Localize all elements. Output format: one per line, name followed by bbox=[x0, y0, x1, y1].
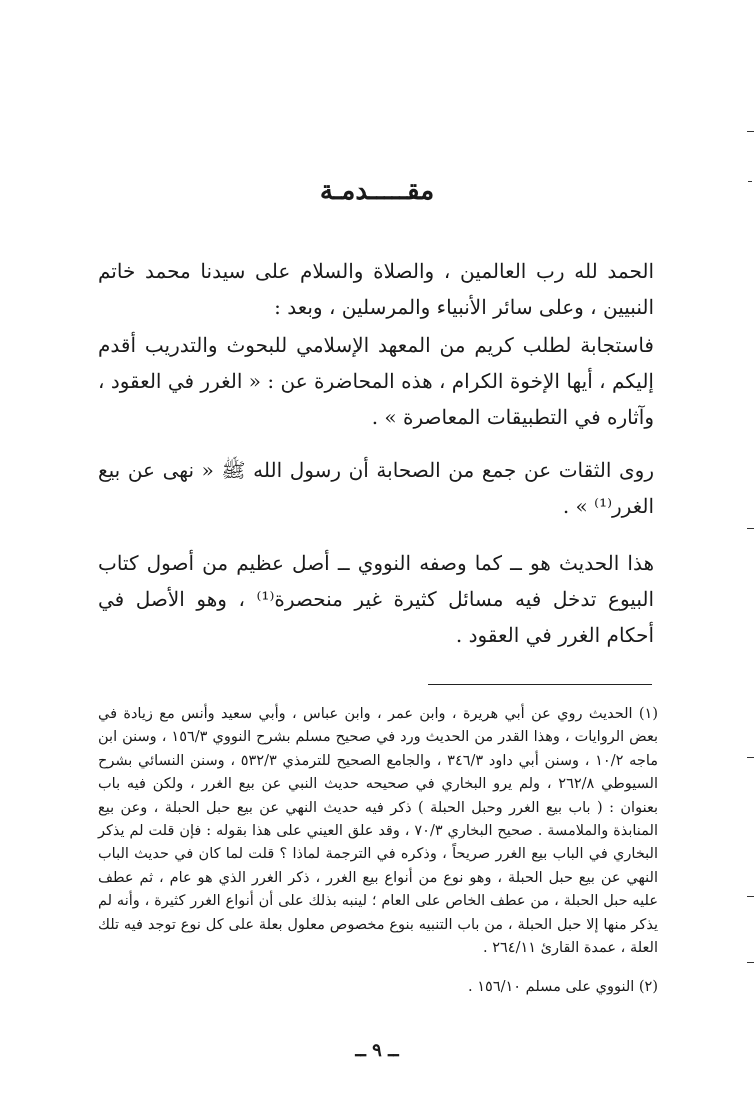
paragraph-opening: الحمد لله رب العالمين ، والصلاة والسلام على سيدنا محمد خاتم النبيين ، وعلى سائر الأنبياء والمرسلين ، وبعد : bbox=[98, 259, 654, 319]
scan-edge-mark bbox=[747, 962, 754, 963]
page-number: ــ ٩ ــ bbox=[355, 1040, 399, 1061]
paragraph-lecture-intro: فاستجابة لطلب كريم من المعهد الإسلامي للبحوث والتدريب أقدم إليكم ، أيها الإخوة الكرام ، هذه المحاضرة عن : « الغرر في العقود ، وآثاره في التطبيقات المعاصرة » . bbox=[98, 333, 654, 429]
footnotes-section bbox=[98, 703, 658, 1000]
page-title: مقـــــدمـة bbox=[319, 176, 435, 206]
scan-edge-mark bbox=[747, 896, 754, 897]
paragraph-nawawi: هذا الحديث هو ــ كما وصفه النووي ــ أصل عظيم من أصول كتاب البيوع تدخل فيه مسائل كثيرة غير منحصرة⁽¹⁾ ، وهو الأصل في أحكام الغرر في العقود . bbox=[98, 551, 655, 647]
footnote-1: (١) الحديث روي عن أبي هريرة ، وابن عمر ، وابن عباس ، وأبي سعيد وأنس مع زيادة في بعض الروايات ، وهذا القدر من الحديث ورد في صحيح مسلم بشرح النووي ١٥٦/٣ ، وسنن ابن ماجه ١٠/٢ ، وسنن أبي داود ٣٤٦/٣ ، والجامع الصحيح للترمذي ٥٣٢/٣ ، وسنن النسائي بشرح السيوطي ٢٦٢/٨ ، ولم يرو البخاري في صحيحه حديث النبي عن بيع الغرر ، ولكن فيه باب بعنوان : ( باب بيع الغرر وحبل الحبلة ) ذكر فيه حديث النهي عن بيع حبل الحبلة ، وعن بيع المنابذة والملامسة . صحيح البخاري ٧٠/٣ ، وقد علق العيني على هذا بقوله : فإن قلت لم يذكر البخاري في الباب بيع الغرر صريحاً ، وذكره في الترجمة لماذا ؟ قلت لما كان في حديث الباب النهي عن بيع حبل الحبلة ، وهو نوع من أنواع بيع الغرر ، ذكر الغرر الذي هو عام ، ثم عطف عليه حبل الحبلة ، من عطف الخاص على العام ؛ لينبه بذلك على أن أنواع الغرر كثيرة ، وأنه لم يذكر منها إلا حبل الحبلة ، من باب التنبيه بنوع مخصوص معلول بعلة على كل نوع توجد فيه تلك العلة ، عمدة القارئ ٢٦٤/١١ . bbox=[98, 706, 659, 957]
paragraph-hadith: روى الثقات عن جمع من الصحابة أن رسول الله ﷺ « نهى عن بيع الغرر⁽¹⁾ » . bbox=[98, 458, 654, 518]
scan-edge-mark bbox=[747, 528, 754, 529]
scan-edge-mark bbox=[748, 181, 752, 182]
footnote-divider bbox=[428, 684, 652, 685]
scan-edge-mark bbox=[747, 757, 754, 758]
scan-edge-mark bbox=[747, 131, 754, 132]
footnote-2: (٢) النووي على مسلم ١٥٦/١٠ . bbox=[468, 979, 658, 996]
